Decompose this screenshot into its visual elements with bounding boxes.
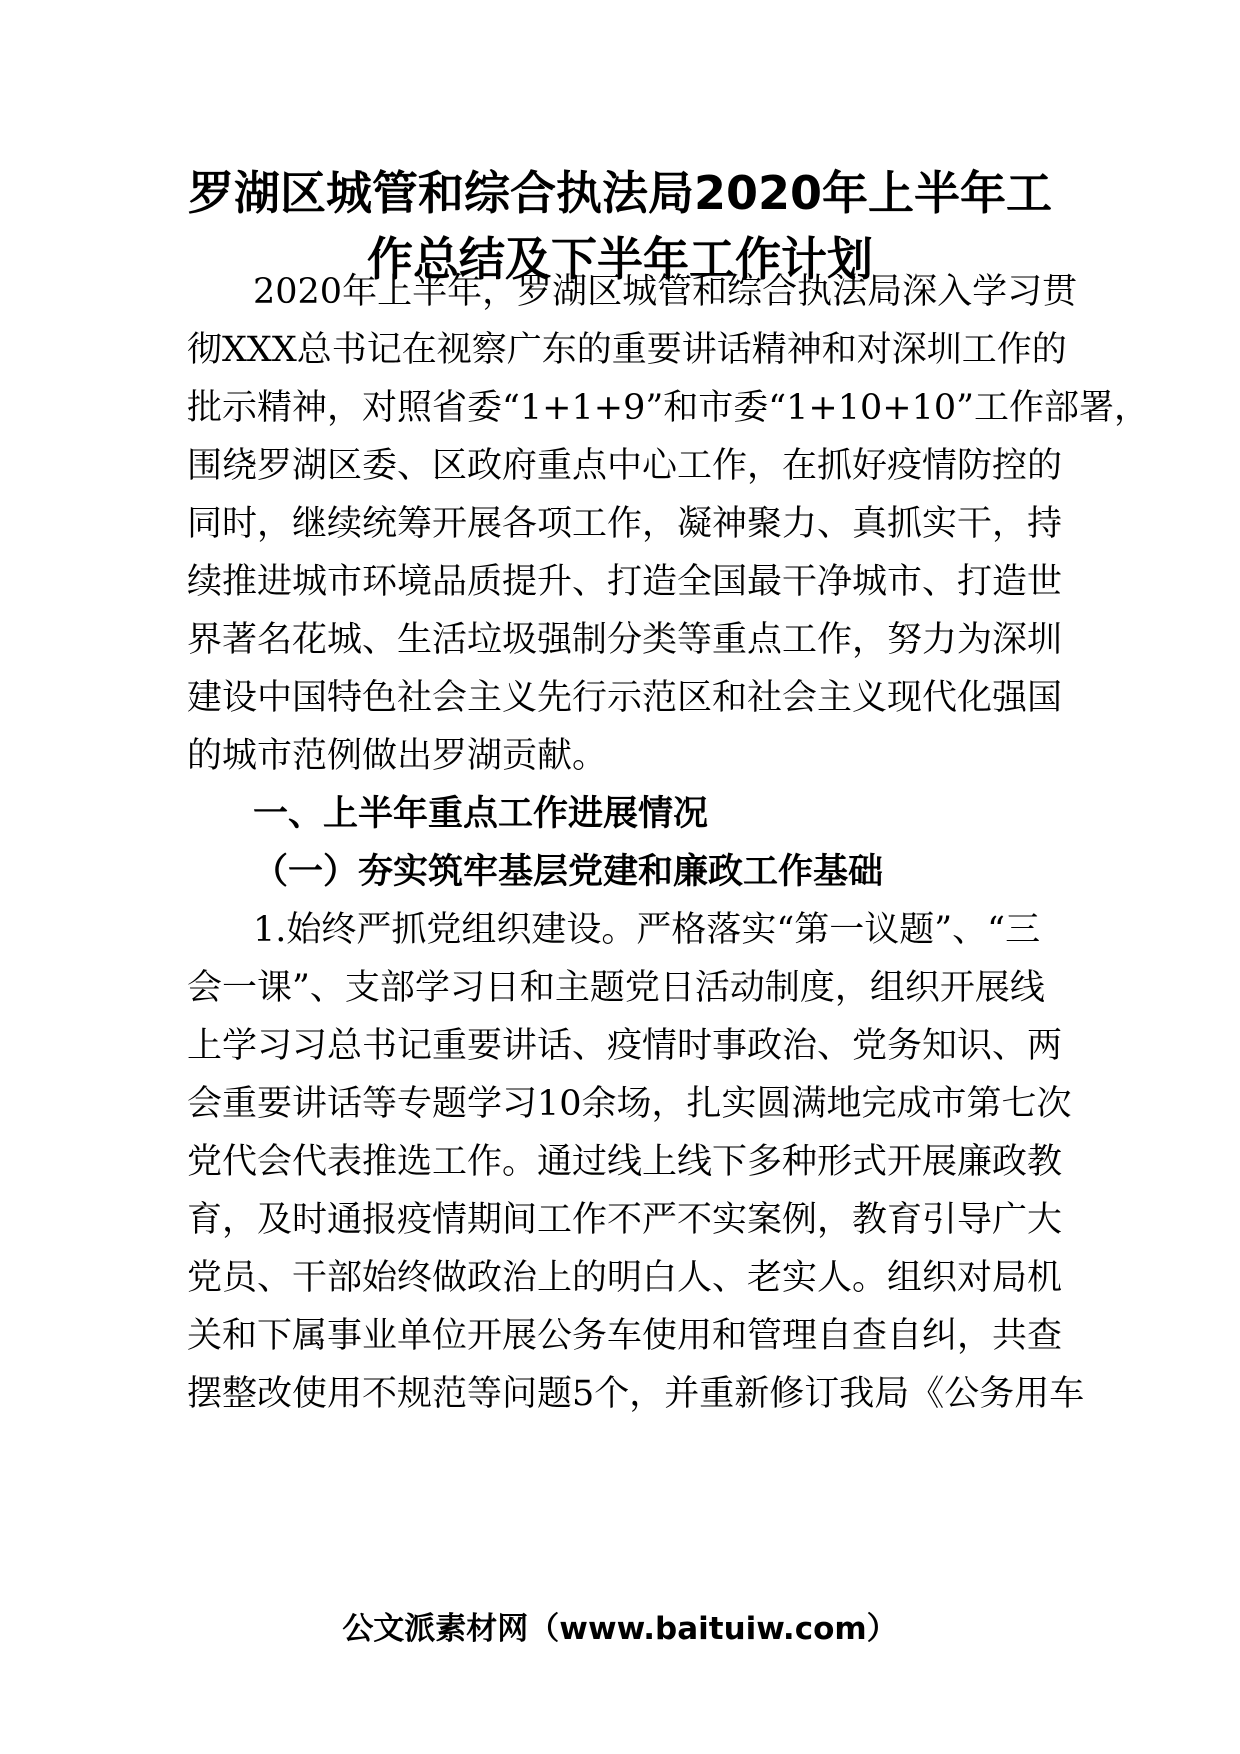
footer-watermark: 公文派素材网（www.baituiw.com） bbox=[342, 1611, 898, 1647]
intro-line-1: 2020年上半年，罗湖区城管和综合执法局深入学习贯 bbox=[253, 272, 1078, 312]
intro-line-5: 同时，继续统筹开展各项工作，凝神聚力、真抓实干，持 bbox=[187, 504, 1063, 544]
item-line-5: 党代会代表推选工作。通过线上线下多种形式开展廉政教 bbox=[187, 1142, 1063, 1182]
title-line-1: 罗湖区城管和综合执法局2020年上半年工 bbox=[187, 166, 1053, 220]
item-line-7: 党员、干部始终做政治上的明白人、老实人。组织对局机 bbox=[187, 1258, 1063, 1298]
item-line-6: 育，及时通报疫情期间工作不严不实案例，教育引导广大 bbox=[187, 1200, 1063, 1240]
intro-line-9: 的城市范例做出罗湖贡献。 bbox=[187, 736, 608, 776]
item-line-1: 1.始终严抓党组织建设。严格落实“第一议题”、“三 bbox=[253, 910, 1041, 950]
intro-line-6: 续推进城市环境品质提升、打造全国最干净城市、打造世 bbox=[187, 562, 1063, 602]
item-line-9: 摆整改使用不规范等问题5个，并重新修订我局《公务用车 bbox=[187, 1374, 1085, 1414]
intro-line-3: 批示精神，对照省委“1+1+9”和市委“1+10+10”工作部署， bbox=[187, 388, 1150, 428]
subsection-heading: （一）夯实筑牢基层党建和廉政工作基础 bbox=[253, 851, 884, 892]
item-line-3: 上学习习总书记重要讲话、疫情时事政治、党务知识、两 bbox=[187, 1026, 1063, 1066]
item-line-8: 关和下属事业单位开展公务车使用和管理自查自纠，共查 bbox=[187, 1316, 1063, 1356]
section-heading: 一、上半年重点工作进展情况 bbox=[253, 794, 709, 834]
item-line-4: 会重要讲话等专题学习10余场，扎实圆满地完成市第七次 bbox=[187, 1084, 1072, 1124]
intro-line-4: 围绕罗湖区委、区政府重点中心工作，在抓好疫情防控的 bbox=[187, 446, 1063, 486]
title-line-2: 作总结及下半年工作计划 bbox=[367, 232, 873, 286]
intro-line-7: 界著名花城、生活垃圾强制分类等重点工作，努力为深圳 bbox=[187, 620, 1063, 660]
intro-line-8: 建设中国特色社会主义先行示范区和社会主义现代化强国 bbox=[187, 678, 1063, 718]
item-line-2: 会一课”、支部学习日和主题党日活动制度，组织开展线 bbox=[187, 968, 1045, 1008]
intro-line-2: 彻XXX总书记在视察广东的重要讲话精神和对深圳工作的 bbox=[187, 330, 1067, 370]
